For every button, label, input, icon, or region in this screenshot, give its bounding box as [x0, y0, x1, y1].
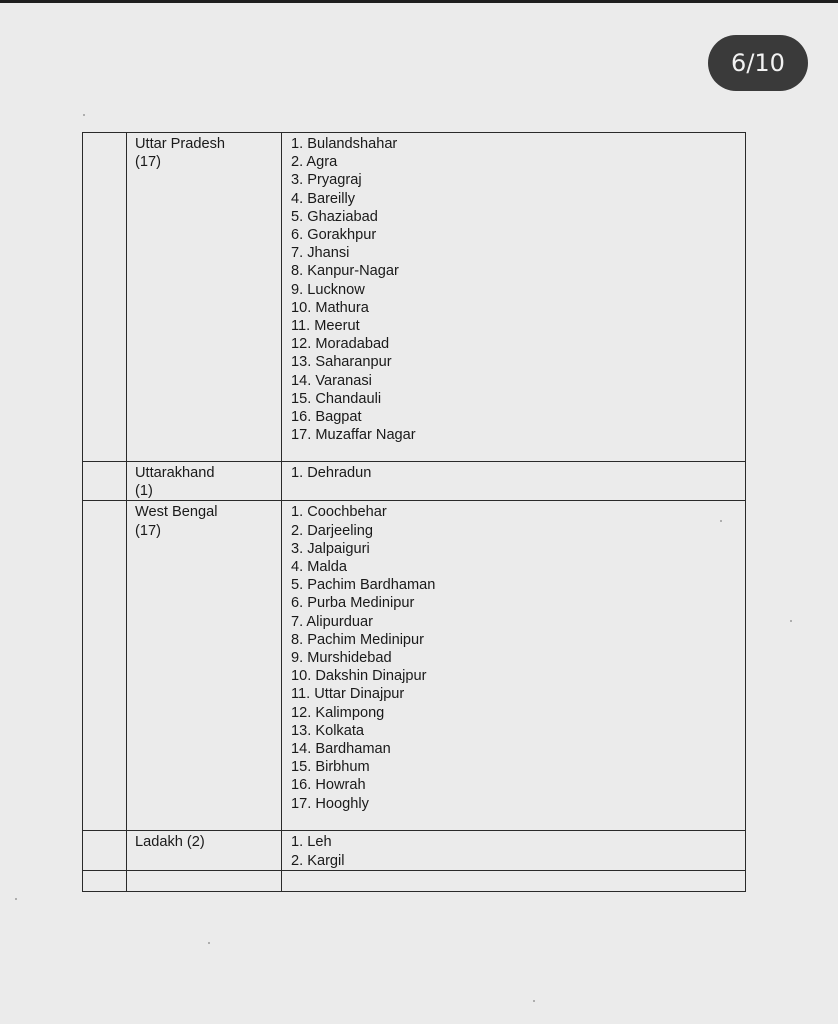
district-item: 12. Moradabad	[291, 336, 390, 353]
district-item: 15. Birbhum	[291, 759, 370, 776]
district-item: 17. Hooghly	[291, 795, 369, 812]
district-item: 2. Darjeeling	[291, 522, 373, 539]
districts-table	[82, 132, 746, 892]
district-item: 3. Jalpaiguri	[291, 540, 370, 557]
state-cell	[127, 831, 282, 870]
district-item: 3. Pryagraj	[291, 172, 362, 189]
district-item: 14. Bardhaman	[291, 741, 391, 758]
state-name: Uttarakhand	[135, 465, 215, 481]
state-name: West Bengal	[135, 504, 218, 521]
district-list	[291, 833, 745, 869]
district-item: 14. Varanasi	[291, 372, 372, 389]
district-list	[291, 464, 745, 482]
district-list-cell	[282, 462, 746, 501]
district-item: 15. Chandauli	[291, 390, 382, 407]
scan-speck	[533, 1000, 535, 1002]
table-row-ladakh	[83, 831, 746, 870]
serial-number-cell	[83, 462, 127, 501]
district-item: 4. Malda	[291, 559, 347, 576]
district-item: 1. Leh	[291, 834, 332, 851]
state-cell	[127, 462, 282, 501]
district-item: 12. Kalimpong	[291, 704, 385, 721]
district-item: 8. Pachim Medinipur	[291, 631, 425, 648]
district-count: (1)	[135, 483, 153, 500]
district-item: 7. Alipurduar	[291, 613, 373, 630]
district-item: 2. Agra	[291, 154, 338, 171]
district-count: (17)	[135, 154, 161, 171]
scan-speck	[83, 114, 85, 116]
district-list	[291, 503, 745, 812]
scan-speck	[208, 942, 210, 944]
table-row-uttarakhand	[83, 462, 746, 501]
table-row-west-bengal	[83, 501, 746, 831]
district-item: 13. Kolkata	[291, 722, 365, 739]
district-item: 9. Murshidebad	[291, 650, 392, 667]
serial-number-cell	[83, 501, 127, 831]
top-status-bar	[0, 0, 838, 3]
state-name: Uttar Pradesh	[135, 136, 226, 152]
district-list-cell	[282, 133, 746, 462]
district-list-cell	[282, 831, 746, 870]
state-cell	[127, 133, 282, 462]
district-item: 6. Purba Medinipur	[291, 595, 415, 612]
district-item: 8. Kanpur-Nagar	[291, 263, 399, 280]
scan-speck	[720, 520, 722, 522]
serial-number-cell	[83, 870, 127, 891]
district-count: (17)	[135, 522, 161, 539]
district-item: 17. Muzaffar Nagar	[291, 427, 416, 444]
district-item: 5. Pachim Bardhaman	[291, 577, 436, 594]
district-item: 1. Bulandshahar	[291, 136, 398, 152]
page-indicator: 6/10	[708, 35, 808, 91]
serial-number-cell	[83, 831, 127, 870]
district-item: 13. Saharanpur	[291, 354, 392, 371]
district-item: 10. Mathura	[291, 299, 369, 316]
serial-number-cell	[83, 133, 127, 462]
district-item: 6. Gorakhpur	[291, 227, 377, 244]
district-item: 4. Bareilly	[291, 190, 356, 207]
district-list	[291, 135, 745, 444]
scan-speck	[15, 898, 17, 900]
district-item: 7. Jhansi	[291, 245, 350, 262]
district-list-cell	[282, 870, 746, 891]
state-cell	[127, 870, 282, 891]
scan-speck	[790, 620, 792, 622]
district-item: 9. Lucknow	[291, 281, 365, 298]
district-item: 1. Dehradun	[291, 465, 372, 481]
district-item: 5. Ghaziabad	[291, 208, 378, 225]
district-item: 16. Bagpat	[291, 409, 362, 426]
table-row-uttar-pradesh	[83, 133, 746, 462]
district-item: 16. Howrah	[291, 777, 366, 794]
state-name: Ladakh (2)	[135, 834, 205, 851]
table-row-empty	[83, 870, 746, 891]
district-list-cell	[282, 501, 746, 831]
district-item: 11. Uttar Dinajpur	[291, 686, 405, 703]
district-item: 2. Kargil	[291, 852, 345, 869]
state-cell	[127, 501, 282, 831]
district-item: 1. Coochbehar	[291, 504, 387, 521]
district-item: 10. Dakshin Dinajpur	[291, 668, 427, 685]
district-item: 11. Meerut	[291, 318, 360, 335]
